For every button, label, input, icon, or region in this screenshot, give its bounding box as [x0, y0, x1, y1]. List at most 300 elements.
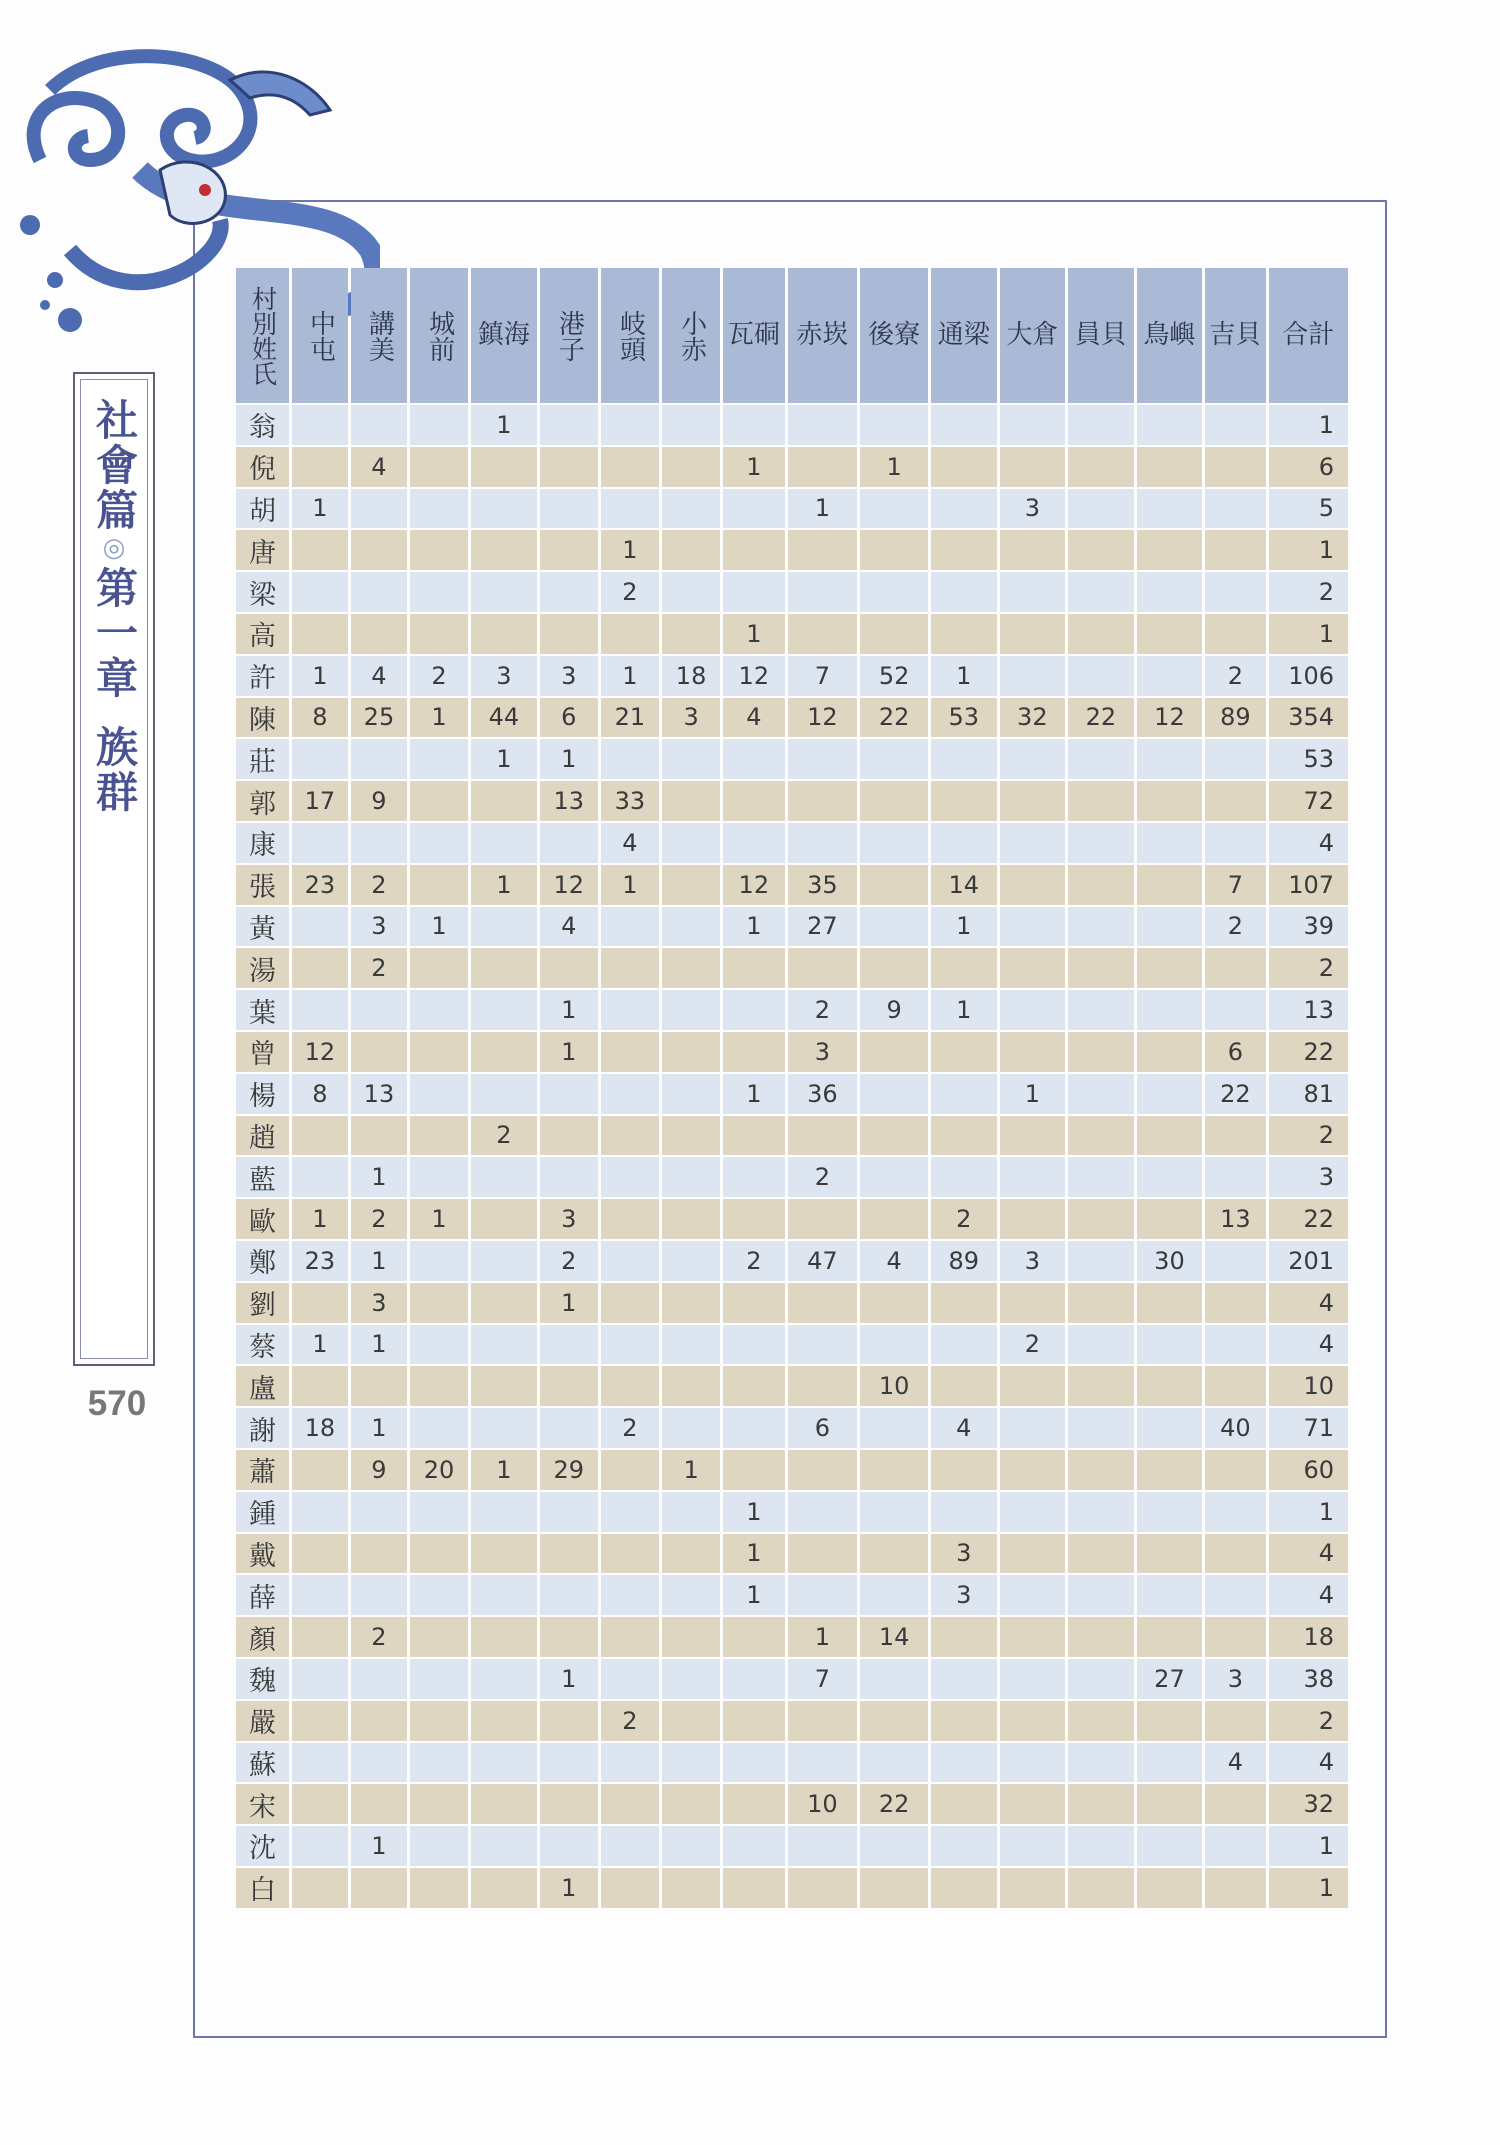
- count-cell: [351, 1575, 407, 1615]
- count-cell: [540, 1408, 598, 1448]
- count-cell: 1: [931, 656, 997, 696]
- count-cell: [292, 1826, 348, 1866]
- count-cell: 12: [1137, 698, 1203, 738]
- count-cell: [410, 1534, 468, 1574]
- count-cell: [1137, 1826, 1203, 1866]
- table-row: [236, 1617, 1348, 1657]
- surname-cell: 沈: [236, 1826, 289, 1866]
- count-cell: [410, 1074, 468, 1114]
- count-cell: 1: [410, 1199, 468, 1239]
- count-cell: 4: [860, 1241, 928, 1281]
- total-cell: 39: [1269, 907, 1348, 947]
- surname-cell: 倪: [236, 447, 289, 487]
- count-cell: [540, 405, 598, 445]
- count-cell: [1205, 1826, 1265, 1866]
- count-cell: 1: [601, 530, 659, 570]
- count-cell: [723, 990, 784, 1030]
- count-cell: 18: [662, 656, 720, 696]
- surname-cell: 魏: [236, 1659, 289, 1699]
- count-cell: 1: [351, 1408, 407, 1448]
- count-cell: [788, 447, 858, 487]
- count-cell: 3: [1000, 1241, 1066, 1281]
- count-cell: [1137, 1450, 1203, 1490]
- count-cell: [931, 1325, 997, 1365]
- count-cell: 2: [471, 1116, 537, 1156]
- count-cell: [788, 530, 858, 570]
- count-cell: [1205, 1241, 1265, 1281]
- count-cell: [540, 1575, 598, 1615]
- count-cell: [1137, 948, 1203, 988]
- count-cell: 1: [723, 1534, 784, 1574]
- count-cell: [601, 1199, 659, 1239]
- count-cell: [292, 823, 348, 863]
- count-cell: [351, 1868, 407, 1908]
- count-cell: [1000, 823, 1066, 863]
- count-cell: [1000, 739, 1066, 779]
- count-cell: [931, 781, 997, 821]
- count-cell: [292, 1283, 348, 1323]
- count-cell: [1205, 489, 1265, 529]
- count-cell: [540, 530, 598, 570]
- count-cell: 14: [931, 865, 997, 905]
- table-row: [236, 1032, 1348, 1072]
- count-cell: [601, 1283, 659, 1323]
- count-cell: [1068, 1074, 1134, 1114]
- count-cell: [540, 1116, 598, 1156]
- count-cell: [1137, 489, 1203, 529]
- count-cell: 1: [723, 614, 784, 654]
- count-cell: 2: [1205, 907, 1265, 947]
- surname-cell: 蕭: [236, 1450, 289, 1490]
- count-cell: 1: [351, 1826, 407, 1866]
- count-cell: [1205, 990, 1265, 1030]
- count-cell: 2: [351, 948, 407, 988]
- count-cell: [1205, 948, 1265, 988]
- count-cell: 6: [788, 1408, 858, 1448]
- count-cell: [1137, 447, 1203, 487]
- count-cell: [601, 1868, 659, 1908]
- table-row: [236, 1074, 1348, 1114]
- surname-cell: 唐: [236, 530, 289, 570]
- count-cell: [662, 1366, 720, 1406]
- count-cell: [410, 1283, 468, 1323]
- count-cell: [662, 1283, 720, 1323]
- column-header: 大倉: [1000, 268, 1066, 403]
- column-header: 鎮海: [471, 268, 537, 403]
- column-header: 瓦硐: [723, 268, 784, 403]
- total-cell: 10: [1269, 1366, 1348, 1406]
- count-cell: 1: [1000, 1074, 1066, 1114]
- count-cell: 1: [292, 1199, 348, 1239]
- count-cell: [860, 1283, 928, 1323]
- count-cell: [860, 1450, 928, 1490]
- count-cell: [1068, 907, 1134, 947]
- count-cell: [662, 1868, 720, 1908]
- surname-cell: 湯: [236, 948, 289, 988]
- count-cell: [723, 1701, 784, 1741]
- count-cell: [860, 1492, 928, 1532]
- count-cell: [471, 572, 537, 612]
- count-cell: [540, 1701, 598, 1741]
- count-cell: [601, 990, 659, 1030]
- count-cell: [351, 1116, 407, 1156]
- count-cell: [471, 907, 537, 947]
- surname-cell: 盧: [236, 1366, 289, 1406]
- count-cell: [723, 1157, 784, 1197]
- count-cell: [1000, 1199, 1066, 1239]
- column-header: 岐頭: [601, 268, 659, 403]
- total-cell: 107: [1269, 865, 1348, 905]
- count-cell: [662, 1575, 720, 1615]
- count-cell: [1000, 1617, 1066, 1657]
- count-cell: [1000, 1659, 1066, 1699]
- count-cell: [471, 1575, 537, 1615]
- total-cell: 201: [1269, 1241, 1348, 1281]
- count-cell: [1068, 1283, 1134, 1323]
- count-cell: [723, 530, 784, 570]
- count-cell: [1137, 1116, 1203, 1156]
- count-cell: 3: [351, 1283, 407, 1323]
- count-cell: [931, 614, 997, 654]
- count-cell: [931, 1283, 997, 1323]
- count-cell: 1: [540, 1032, 598, 1072]
- count-cell: 23: [292, 865, 348, 905]
- count-cell: [601, 1241, 659, 1281]
- count-cell: [723, 405, 784, 445]
- count-cell: [1000, 1826, 1066, 1866]
- count-cell: [410, 1743, 468, 1783]
- count-cell: 2: [931, 1199, 997, 1239]
- count-cell: [1137, 781, 1203, 821]
- total-cell: 22: [1269, 1199, 1348, 1239]
- count-cell: 33: [601, 781, 659, 821]
- count-cell: [723, 1366, 784, 1406]
- count-cell: [1137, 1701, 1203, 1741]
- count-cell: [662, 1743, 720, 1783]
- count-cell: [471, 1157, 537, 1197]
- surname-cell: 戴: [236, 1534, 289, 1574]
- count-cell: [1068, 1241, 1134, 1281]
- count-cell: 4: [540, 907, 598, 947]
- table-row: [236, 823, 1348, 863]
- table-row: [236, 489, 1348, 529]
- count-cell: [723, 1450, 784, 1490]
- count-cell: [662, 1157, 720, 1197]
- count-cell: [931, 1826, 997, 1866]
- count-cell: 1: [292, 656, 348, 696]
- count-cell: [931, 1659, 997, 1699]
- count-cell: [723, 1743, 784, 1783]
- total-cell: 1: [1269, 1492, 1348, 1532]
- count-cell: 1: [471, 739, 537, 779]
- surname-cell: 葉: [236, 990, 289, 1030]
- count-cell: [860, 781, 928, 821]
- total-cell: 1: [1269, 405, 1348, 445]
- count-cell: [788, 781, 858, 821]
- count-cell: 4: [351, 447, 407, 487]
- count-cell: [540, 1366, 598, 1406]
- count-cell: 12: [788, 698, 858, 738]
- count-cell: 89: [1205, 698, 1265, 738]
- count-cell: 6: [1205, 1032, 1265, 1072]
- count-cell: 27: [1137, 1659, 1203, 1699]
- surname-cell: 趙: [236, 1116, 289, 1156]
- total-cell: 354: [1269, 698, 1348, 738]
- count-cell: [1137, 614, 1203, 654]
- count-cell: [410, 781, 468, 821]
- count-cell: [1137, 1199, 1203, 1239]
- total-cell: 32: [1269, 1784, 1348, 1824]
- count-cell: [292, 1743, 348, 1783]
- count-cell: 1: [471, 865, 537, 905]
- count-cell: 1: [471, 405, 537, 445]
- table-row: [236, 1492, 1348, 1532]
- count-cell: [1205, 1784, 1265, 1824]
- surname-cell: 歐: [236, 1199, 289, 1239]
- count-cell: 47: [788, 1241, 858, 1281]
- count-cell: [662, 489, 720, 529]
- count-cell: [860, 572, 928, 612]
- count-cell: [723, 572, 784, 612]
- count-cell: [1205, 1325, 1265, 1365]
- count-cell: 29: [540, 1450, 598, 1490]
- count-cell: 1: [723, 447, 784, 487]
- surname-cell: 蔡: [236, 1325, 289, 1365]
- page-number: 570: [87, 1384, 147, 1423]
- count-cell: 2: [788, 1157, 858, 1197]
- count-cell: [410, 1325, 468, 1365]
- count-cell: 3: [788, 1032, 858, 1072]
- count-cell: 1: [723, 907, 784, 947]
- count-cell: 9: [351, 1450, 407, 1490]
- count-cell: [292, 1534, 348, 1574]
- surname-cell: 許: [236, 656, 289, 696]
- count-cell: 3: [1000, 489, 1066, 529]
- count-cell: [1068, 1659, 1134, 1699]
- table-row: [236, 1116, 1348, 1156]
- surname-cell: 梁: [236, 572, 289, 612]
- count-cell: 1: [410, 907, 468, 947]
- count-cell: [931, 1743, 997, 1783]
- count-cell: [1000, 447, 1066, 487]
- count-cell: [1068, 1366, 1134, 1406]
- count-cell: [788, 948, 858, 988]
- count-cell: 3: [662, 698, 720, 738]
- count-cell: [931, 1116, 997, 1156]
- count-cell: [788, 1575, 858, 1615]
- count-cell: 1: [540, 1868, 598, 1908]
- count-cell: [471, 781, 537, 821]
- count-cell: [788, 1366, 858, 1406]
- count-cell: [410, 948, 468, 988]
- count-cell: [292, 405, 348, 445]
- count-cell: [351, 1534, 407, 1574]
- count-cell: [410, 1241, 468, 1281]
- count-cell: [1068, 1784, 1134, 1824]
- count-cell: [601, 1116, 659, 1156]
- count-cell: 4: [351, 656, 407, 696]
- surname-cell: 謝: [236, 1408, 289, 1448]
- count-cell: [1068, 781, 1134, 821]
- count-cell: [860, 1199, 928, 1239]
- count-cell: [1137, 1325, 1203, 1365]
- table-row: [236, 614, 1348, 654]
- count-cell: [292, 739, 348, 779]
- total-cell: 5: [1269, 489, 1348, 529]
- count-cell: [662, 1241, 720, 1281]
- count-cell: [601, 1032, 659, 1072]
- count-cell: [1068, 1408, 1134, 1448]
- count-cell: 1: [292, 489, 348, 529]
- count-cell: 13: [351, 1074, 407, 1114]
- count-cell: [292, 1116, 348, 1156]
- surname-cell: 莊: [236, 739, 289, 779]
- total-cell: 4: [1269, 823, 1348, 863]
- count-cell: 1: [788, 1617, 858, 1657]
- count-cell: [1068, 1032, 1134, 1072]
- count-cell: 23: [292, 1241, 348, 1281]
- count-cell: [410, 1032, 468, 1072]
- count-cell: [860, 1743, 928, 1783]
- count-cell: [471, 1074, 537, 1114]
- count-cell: [1137, 739, 1203, 779]
- surname-cell: 胡: [236, 489, 289, 529]
- count-cell: [788, 1450, 858, 1490]
- count-cell: 1: [540, 990, 598, 1030]
- count-cell: [931, 447, 997, 487]
- count-cell: [601, 614, 659, 654]
- column-header: 合計: [1269, 268, 1348, 403]
- total-cell: 71: [1269, 1408, 1348, 1448]
- count-cell: [723, 489, 784, 529]
- count-cell: 21: [601, 698, 659, 738]
- count-cell: [1000, 1743, 1066, 1783]
- count-cell: [788, 1826, 858, 1866]
- count-cell: [1205, 823, 1265, 863]
- count-cell: [1000, 990, 1066, 1030]
- count-cell: [723, 1325, 784, 1365]
- count-cell: 2: [1205, 656, 1265, 696]
- count-cell: 4: [931, 1408, 997, 1448]
- count-cell: [1205, 1534, 1265, 1574]
- count-cell: [662, 739, 720, 779]
- count-cell: 2: [601, 1701, 659, 1741]
- count-cell: [351, 572, 407, 612]
- total-cell: 18: [1269, 1617, 1348, 1657]
- count-cell: [931, 1450, 997, 1490]
- count-cell: [1068, 1826, 1134, 1866]
- count-cell: [601, 1492, 659, 1532]
- count-cell: [1137, 1283, 1203, 1323]
- total-cell: 2: [1269, 1701, 1348, 1741]
- surname-cell: 陳: [236, 698, 289, 738]
- count-cell: [471, 1617, 537, 1657]
- count-cell: 7: [1205, 865, 1265, 905]
- count-cell: [471, 948, 537, 988]
- count-cell: 12: [292, 1032, 348, 1072]
- count-cell: [860, 1659, 928, 1699]
- count-cell: [292, 907, 348, 947]
- count-cell: 1: [931, 907, 997, 947]
- count-cell: 3: [351, 907, 407, 947]
- count-cell: [1205, 1868, 1265, 1908]
- count-cell: [601, 1074, 659, 1114]
- table-row: [236, 781, 1348, 821]
- count-cell: 9: [351, 781, 407, 821]
- count-cell: [410, 614, 468, 654]
- count-cell: [1068, 990, 1134, 1030]
- count-cell: [860, 1325, 928, 1365]
- count-cell: [1137, 1868, 1203, 1908]
- count-cell: 12: [723, 656, 784, 696]
- count-cell: [540, 489, 598, 529]
- count-cell: 22: [860, 698, 928, 738]
- surname-cell: 黃: [236, 907, 289, 947]
- count-cell: 3: [931, 1534, 997, 1574]
- count-cell: [1000, 656, 1066, 696]
- total-cell: 22: [1269, 1032, 1348, 1072]
- count-cell: [1137, 1784, 1203, 1824]
- count-cell: [410, 1617, 468, 1657]
- total-cell: 38: [1269, 1659, 1348, 1699]
- count-cell: [601, 1659, 659, 1699]
- count-cell: [860, 739, 928, 779]
- count-cell: [860, 1157, 928, 1197]
- count-cell: [860, 1826, 928, 1866]
- count-cell: 4: [1205, 1743, 1265, 1783]
- count-cell: [662, 447, 720, 487]
- count-cell: [788, 572, 858, 612]
- count-cell: 8: [292, 698, 348, 738]
- count-cell: [351, 1701, 407, 1741]
- count-cell: 6: [540, 698, 598, 738]
- count-cell: [860, 1074, 928, 1114]
- count-cell: [410, 1575, 468, 1615]
- count-cell: [351, 739, 407, 779]
- total-cell: 13: [1269, 990, 1348, 1030]
- count-cell: [410, 823, 468, 863]
- count-cell: [860, 1116, 928, 1156]
- count-cell: [471, 1325, 537, 1365]
- count-cell: [471, 1492, 537, 1532]
- count-cell: [1205, 530, 1265, 570]
- table-row: [236, 1366, 1348, 1406]
- count-cell: [292, 1366, 348, 1406]
- total-cell: 4: [1269, 1575, 1348, 1615]
- count-cell: 12: [723, 865, 784, 905]
- table-row: [236, 1325, 1348, 1365]
- count-cell: [662, 614, 720, 654]
- count-cell: [471, 530, 537, 570]
- count-cell: [351, 1366, 407, 1406]
- table-row: [236, 447, 1348, 487]
- count-cell: [1000, 1032, 1066, 1072]
- count-cell: [1068, 405, 1134, 445]
- count-cell: [931, 1032, 997, 1072]
- count-cell: [351, 489, 407, 529]
- count-cell: [351, 1659, 407, 1699]
- count-cell: [788, 1868, 858, 1908]
- count-cell: [292, 1784, 348, 1824]
- surname-cell: 郭: [236, 781, 289, 821]
- count-cell: [540, 614, 598, 654]
- count-cell: [351, 1032, 407, 1072]
- count-cell: 2: [351, 865, 407, 905]
- count-cell: [662, 865, 720, 905]
- count-cell: [601, 1157, 659, 1197]
- count-cell: [662, 1784, 720, 1824]
- count-cell: [410, 1408, 468, 1448]
